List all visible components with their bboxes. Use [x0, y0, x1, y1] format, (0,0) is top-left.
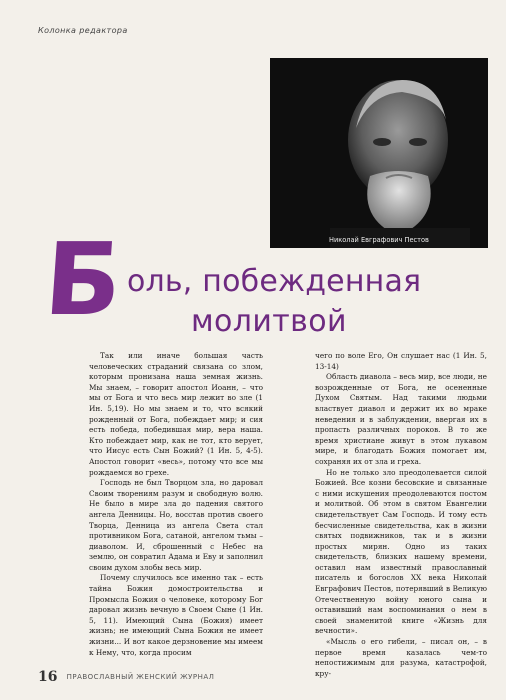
- portrait-image: [270, 58, 488, 248]
- page-footer: [38, 666, 214, 685]
- page-number: 16: [38, 669, 58, 685]
- paragraph: «Мысль о его гибели, – писал он, – в первое время казалась чем-то непостижимым для разума, катастрофой, кру-: [315, 637, 487, 678]
- title-line-2: молитвой: [191, 304, 347, 339]
- text-column-right: [315, 351, 487, 679]
- paragraph: Область диавола – весь мир, все люди, не возрожденные от Бога, не осененные Духом Святым. Над такими людьми властвует диавол и держит их во мраке неведения и в заблуждении, ввергая их в пропасть различных пороков. В то же время христиане живут в этом лукавом мире, и благодать Божия помогает им, сохраняя их от зла и греха.: [315, 372, 487, 466]
- title-dropcap: Б: [40, 221, 126, 338]
- paragraph: Так или иначе большая часть человеческих страданий связана со злом, которым пронизана наша земная жизнь. Мы знаем, – говорит апостол Иоанн, – что мы от Бога и что весь мир лежит во зле (1 Ин. 5,19). Но мы знаем и то, что всякий рожденный от Бога, побеждает мир; и сия есть победа, победившая мир, вера наша. Кто побеждает мир, как не тот, кто верует, что Иисус есть Сын Божий? (1 Ин. 5, 4-5). Апостол говорит «весь», потому что все мы рождаемся во грехе.: [89, 351, 263, 477]
- photo-caption: Николай Евграфович Пестов: [329, 236, 429, 244]
- text-column-left: [89, 351, 263, 658]
- portrait-photo: [270, 58, 488, 248]
- paragraph: Господь не был Творцом зла, но даровал Своим творениям разум и свободную волю. Не было в мире зла до падения святого ангела Денницы. Но, восстав против своего Творца, Денница из ангела Света стал противником Бога, сатаной, ангелом тьмы – диаволом. И, сброшенный с Небес на землю, он совратил Адама и Еву и заполнил своим духом злобы весь мир.: [89, 478, 263, 572]
- magazine-name: ПРАВОСЛАВНЫЙ ЖЕНСКИЙ ЖУРНАЛ: [66, 673, 215, 681]
- paragraph: Почему случилось все именно так – есть тайна Божия домостроительства и Промысла Божия о человеке, которому Бог даровал жизнь вечную в Своем Сыне (1 Ин. 5, 11). Имеющий Сына (Божия) имеет жизнь; не имеющий Сына Божия не имеет жизни... И вот какое дерзновение мы имеем к Нему, что, когда просим: [89, 573, 263, 657]
- title-line-1: оль, побежденная: [127, 264, 422, 299]
- paragraph: чего по воле Его, Он слушает нас (1 Ин. 5, 13-14): [315, 351, 487, 371]
- section-rubric: Колонка редактора: [38, 26, 128, 35]
- paragraph: Но не только зло преодолевается силой Божией. Все козни бесовские и связанные с ними искушения преодолеваются постом и молитвой. Об этом в святом Евангелии свидетельствует Сам Господь. И тому есть бесчисленные свидетельства, как в жизни святых подвижников, так и в жизни простых мирян. Одно из таких свидетельств, близких нашему времени, оставил нам известный православный писатель и богослов XX века Николай Евграфович Пестов, потерявший в Великую Отечественную войну юного сына и оставивший нам воспоминания о нем в своей знаменитой книге «Жизнь для вечности».: [315, 467, 487, 636]
